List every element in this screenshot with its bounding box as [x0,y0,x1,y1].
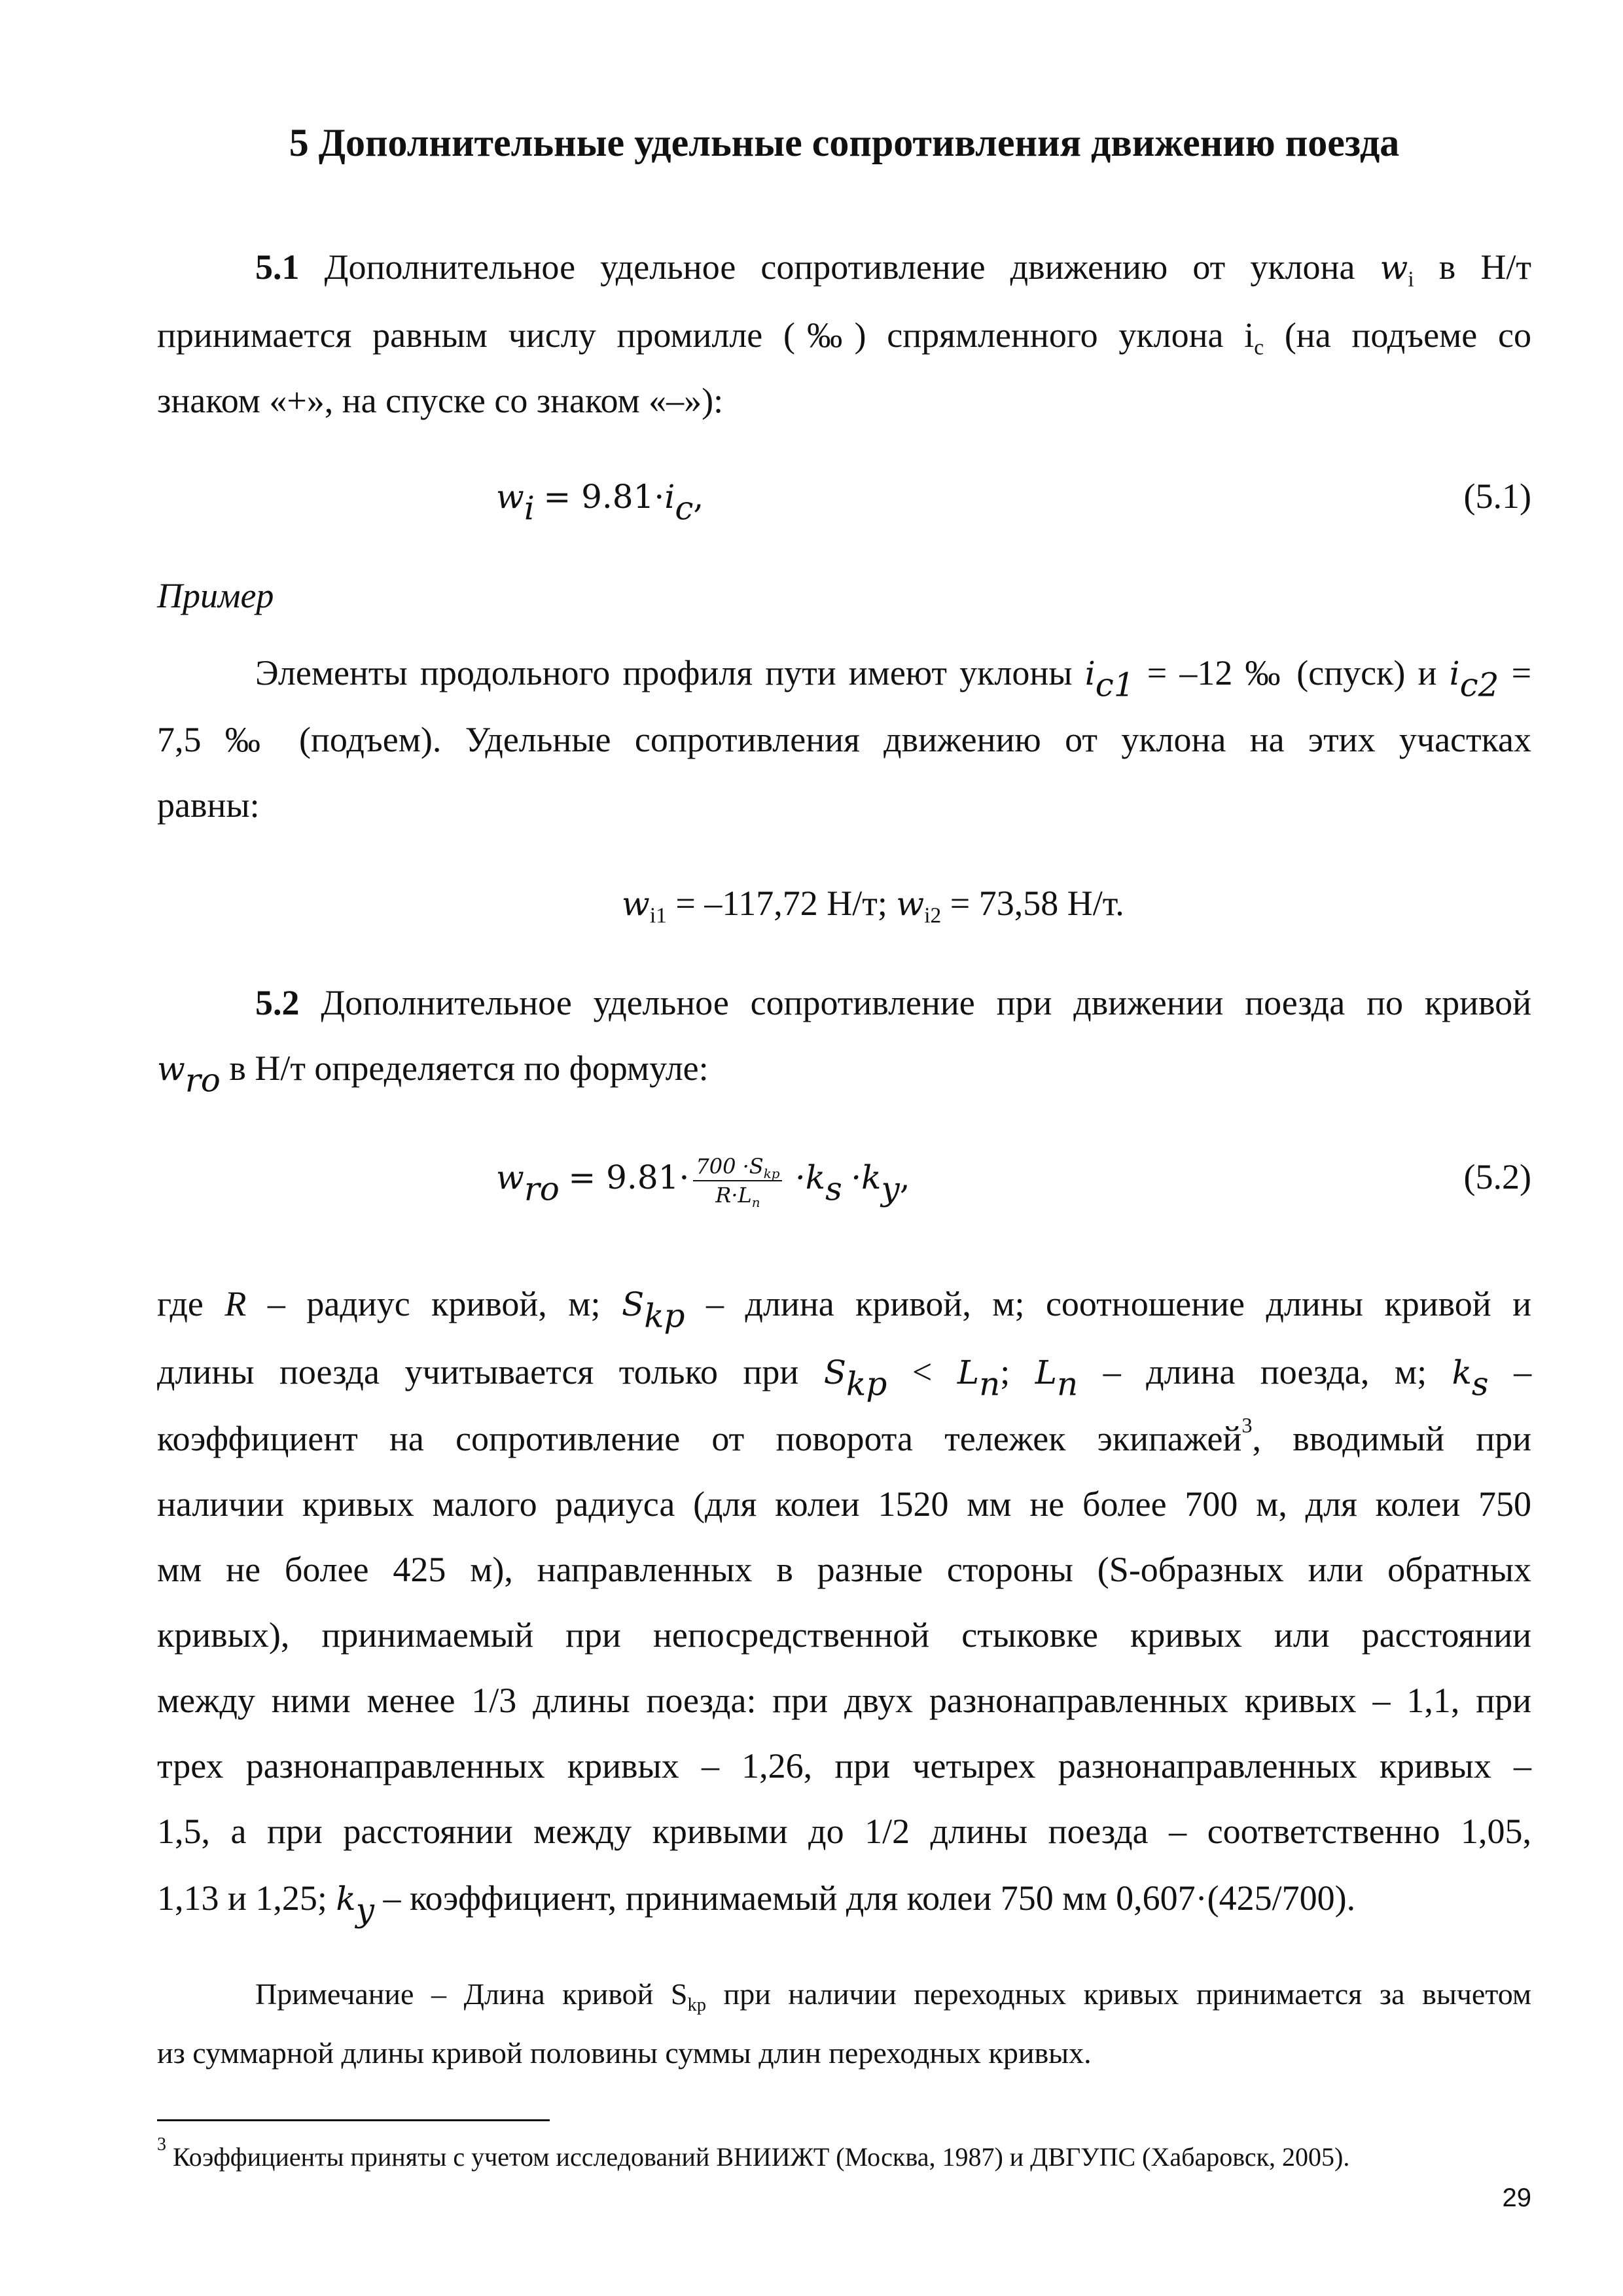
footnote: $^3$ Коэффициенты приняты с учетом исследований ВНИИЖТ (Москва, 1987) и ДВГУПС (Хабаровск, 2005). [157,2134,1350,2172]
s51-line-2: принимается равным числу промилле (‰) спрямленного уклона $i_c$ (на подъеме со [157,315,1532,360]
s52-line-2: $w_{ro}$ в Н/т определяется по формуле: [157,1049,709,1100]
footnote-separator [157,2119,550,2121]
note-line-1: Примечание – Длина кривой $S_{kp}$ при наличии переходных кривых принимается за вычетом [255,1977,1532,2015]
example-line-1: Элементы продольного профиля пути имеют уклоны $i_{c1} = -12$ ‰ (спуск) и $i_{c2}$ = [255,653,1532,704]
section-heading: 5 Дополнительные удельные сопротивления движению поезда [289,121,1400,164]
equation-5-2-fraction: $\frac{700 \cdot S_{kp}}{R\cdot L_n}$ [693,1153,782,1209]
where-line-7: между ними менее 1/3 длины поезда: при двух разнонаправленных кривых – 1,1, при [157,1681,1531,1720]
where-line-3: коэффициент на сопротивление от поворота тележек экипажей$^3$, вводимый при [157,1414,1532,1458]
where-line-9: 1,5, а при расстоянии между кривыми до 1/2 длины поезда – соответственно 1,05, [157,1812,1531,1851]
where-line-5: мм не более 425 м), направленных в разные стороны (S-образных или обратных [157,1550,1531,1589]
where-line-8: трех разнонаправленных кривых – 1,26, при четырех разнонаправленных кривых – [157,1746,1531,1785]
s51-number: 5.1 [255,247,300,287]
example-line-3: равны: [157,785,260,825]
where-line-1: где R – радиус кривой, м; $S_{kp}$ – длина кривой, м; соотношение длины кривой и [157,1284,1532,1335]
footnote-ref: 3 [1241,1414,1253,1438]
example-line-2: 7,5 ‰ (подъем). Удельные сопротивления движению от уклона на этих участках [157,720,1531,759]
where-line-2: длины поезда учитывается только при $S_{kp} < L_n$; $L_n$ – длина поезда, м; $k_s$ – [157,1352,1532,1403]
equation-5-2: $w_{ro} = 9.81\cdot$ $\frac{700 \cdot S_{kp}}{R\cdot L_n}$ $\cdot k_s \cdot k_y$, [496,1153,910,1210]
note-line-2: из суммарной длины кривой половины суммы длин переходных кривых. [157,2036,1092,2070]
where-line-4: наличии кривых малого радиуса (для колеи 1520 мм не более 700 м, для колеи 750 [157,1484,1531,1524]
s51-line-1: 5.1 Дополнительное удельное сопротивление движению от уклона $w_i$ в Н/т [255,247,1532,292]
equation-5-1-number: (5.1) [1463,476,1531,516]
example-result: $w_{i1} = -117,72$ Н/т; $w_{i2} = 73,58$ Н/т. [622,884,1124,928]
page-number: 29 [1502,2183,1531,2212]
s52-number: 5.2 [255,983,300,1022]
where-line-6: кривых), принимаемый при непосредственной стыковке кривых или расстоянии [157,1615,1531,1655]
example-label: Пример [157,576,274,615]
equation-5-2-number: (5.2) [1463,1157,1531,1196]
where-line-10: 1,13 и 1,25; $k_y$ – коэффициент, принимаемый для колеи 750 мм 0,607·(425/700). [157,1878,1356,1929]
equation-5-1: $w_i = 9.81\cdot i_c$, [496,478,704,528]
s51-line-3: знаком «+», на спуске со знаком «–»): [157,381,724,420]
s52-line-1: 5.2 Дополнительное удельное сопротивление при движении поезда по кривой [255,983,1531,1022]
